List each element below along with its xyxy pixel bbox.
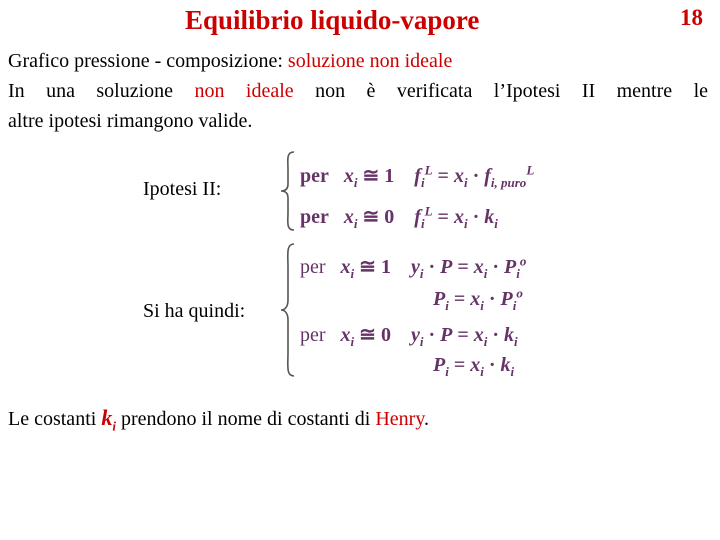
intro-line-2-highlight: non ideale — [194, 80, 294, 102]
quindi-case-1: per $x_i$ ≅ 1 $y_i \cdot P = x_i \cdot P_i^o$ — [300, 253, 527, 281]
ipotesi-case-1-per: per — [300, 165, 329, 187]
henry-constant-symbol-sub: i — [112, 418, 116, 434]
quindi-case-1-approx: ≅ — [359, 256, 376, 278]
intro-line-3: altre ipotesi rimangono valide. — [8, 110, 253, 132]
ipotesi-case-2-per: per — [300, 206, 329, 228]
quindi-case-2-value: 0 — [380, 324, 391, 346]
ipotesi-case-2-value: 0 — [384, 206, 395, 228]
quindi-label: Si ha quindi: — [143, 300, 246, 322]
ipotesi-case-2-approx: ≅ — [362, 206, 380, 228]
quindi-brace — [278, 242, 298, 378]
quindi-case-1-partial: $P_i = x_i \cdot P_i^o$ — [433, 285, 523, 313]
intro-line-2-suffix: non è verificata l’Ipotesi II mentre le — [293, 80, 709, 102]
quindi-case-2-partial: $P_i = x_i \cdot k_i$ — [433, 354, 515, 379]
intro-line-1 — [8, 50, 452, 73]
intro-line-1-highlight: soluzione non ideale — [287, 50, 453, 72]
henry-name: Henry — [375, 408, 425, 430]
ipotesi-case-2: per $x_i$ ≅ 0 $f_i^L = x_i \cdot k_i$ — [300, 203, 498, 231]
henry-constant-symbol-letter: k — [101, 405, 113, 430]
quindi-case-2-per: per — [300, 324, 326, 346]
ipotesi-case-1-approx: ≅ — [362, 165, 380, 187]
intro-line-2-prefix: In una soluzione — [8, 80, 195, 102]
henry-sentence-suffix: . — [424, 408, 430, 430]
henry-constant-symbol — [101, 405, 116, 434]
intro-line-2 — [8, 80, 708, 103]
page-title: Equilibrio liquido-vapore — [185, 5, 480, 35]
ipotesi-case-1-value: 1 — [384, 165, 395, 187]
ipotesi-label: Ipotesi II: — [143, 178, 222, 200]
henry-sentence-middle: prendono il nome di costanti di — [115, 408, 376, 430]
quindi-case-2: per $x_i$ ≅ 0 $y_i \cdot P = x_i \cdot k_i$ — [300, 324, 518, 349]
page-number: 18 — [680, 5, 703, 30]
quindi-case-1-value: 1 — [380, 256, 391, 278]
quindi-case-2-approx: ≅ — [359, 324, 376, 346]
ipotesi-case-1: per $x_i$ ≅ 1 $f_i^L = x_i \cdot f_{i, puro}^L$ — [300, 162, 535, 190]
ipotesi-brace — [278, 150, 298, 232]
intro-line-1-prefix: Grafico pressione - composizione: — [8, 50, 288, 72]
henry-sentence-prefix: Le costanti — [8, 408, 102, 430]
henry-sentence — [8, 405, 430, 434]
quindi-case-1-per: per — [300, 256, 326, 278]
